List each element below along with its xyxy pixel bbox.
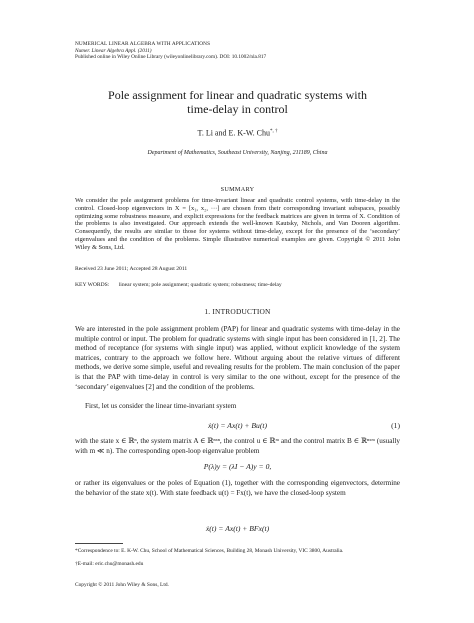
footnote-email: †E-mail: eric.chu@monash.edu (75, 561, 144, 567)
paper-title-line-1: Pole assignment for linear and quadratic systems with (108, 88, 367, 102)
footnote-correspondence: *Correspondence to: E. K-W. Chu, School of Mathematical Sciences, Building 28, Monash University, VIC 3800, Australia. (75, 548, 344, 554)
equation-1-number: (1) (391, 421, 400, 430)
paper-title-line-2: time-delay in control (187, 101, 288, 116)
author-names: T. Li and E. K-W. Chu (197, 128, 270, 138)
intro-paragraph-3: with the state x ∈ ℝⁿ, the system matrix A ∈ ℝⁿˣⁿ, the control u ∈ ℝᵐ and the control matrix B ∈ ℝⁿˣᵐ (usually with m ≪ n). The corresponding open-loop eigenvalue problem (75, 437, 400, 455)
author-footnote-marks: *, † (269, 129, 278, 134)
keywords (75, 282, 400, 289)
equation-3-body: ẋ(t) = Ax(t) + BFx(t) (205, 524, 270, 533)
paper-title (75, 89, 400, 116)
intro-paragraph-2: First, let us consider the linear time-invariant system (85, 402, 237, 410)
publication-info: Published online in Wiley Online Library (wileyonlinelibrary.com). DOI: 10.1002/nla.817 (75, 54, 267, 60)
intro-paragraph-4: or rather its eigenvalues or the poles of Equation (1), together with the corresponding eigenvectors, determine the behavior of the state x(t). With state feedback u(t) = Fx(t), we have the closed-loop system (75, 479, 400, 497)
copyright-notice: Copyright © 2011 John Wiley & Sons, Ltd. (75, 582, 169, 588)
summary-text: We consider the pole assignment problems for time-invariant linear and quadratic control systems, with time-delay in the control. Closed-loop eigenvectors in X = [x₁, x₂, ···] are chosen from their corresponding invariant subspaces, possibly optimizing some robustness measure, and explicit expressions for the feedback matrices are given in terms of X. Condition of the problems is also investigated. Our approach extends the well-known Kautsky, Nichols, and Van Dooren algorithm. Consequently, the results are similar to those for systems without time-delay, except for the presence of the ‘secondary’ eigenvalues and the condition of the problems. Simple illustrative numerical examples are given. Copyright © 2011 John Wiley & Sons, Ltd. (75, 197, 400, 251)
keywords-text: linear system; pole assignment; quadratic system; robustness; time-delay (118, 282, 282, 288)
received-dates: Received 23 June 2011; Accepted 28 August 2011 (75, 266, 188, 272)
intro-paragraph-1: We are interested in the pole assignment problem (PAP) for linear and quadratic systems with time-delay in the multiple control or input. The problem for quadratic systems with single input has been considered in [1, 2]. The method of receptance (for systems with single input) was applied, without explicit knowledge of the system matrices, contrary to the approach we follow here. Without arguing about the relative virtues of different methods, we derive some simple, useful and revealing results for the problem. The main conclusion of the paper is that the PAP with time-delay in control is very similar to the one without, except for the presence of the ‘secondary’ eigenvalues [2] and the condition of the problems. (75, 325, 400, 391)
section-heading-introduction: 1. INTRODUCTION (204, 307, 271, 316)
equation-3 (75, 524, 400, 533)
equation-1 (75, 421, 400, 430)
summary-heading: SUMMARY (220, 186, 255, 193)
equation-2-body: P(λ)y = (λI − A)y = 0, (203, 462, 272, 471)
footnote-rule (75, 543, 123, 544)
equation-2 (75, 462, 400, 471)
author-list (75, 127, 400, 139)
journal-citation: Numer. Linear Algebra Appl. (2011) (75, 47, 152, 54)
equation-1-body: ẋ(t) = Ax(t) + Bu(t) (207, 421, 268, 430)
keywords-label: KEY WORDS: (75, 282, 110, 288)
affiliation: Department of Mathematics, Southeast University, Nanjing, 211189, China (147, 150, 328, 156)
journal-name: NUMERICAL LINEAR ALGEBRA WITH APPLICATIONS (75, 41, 211, 47)
